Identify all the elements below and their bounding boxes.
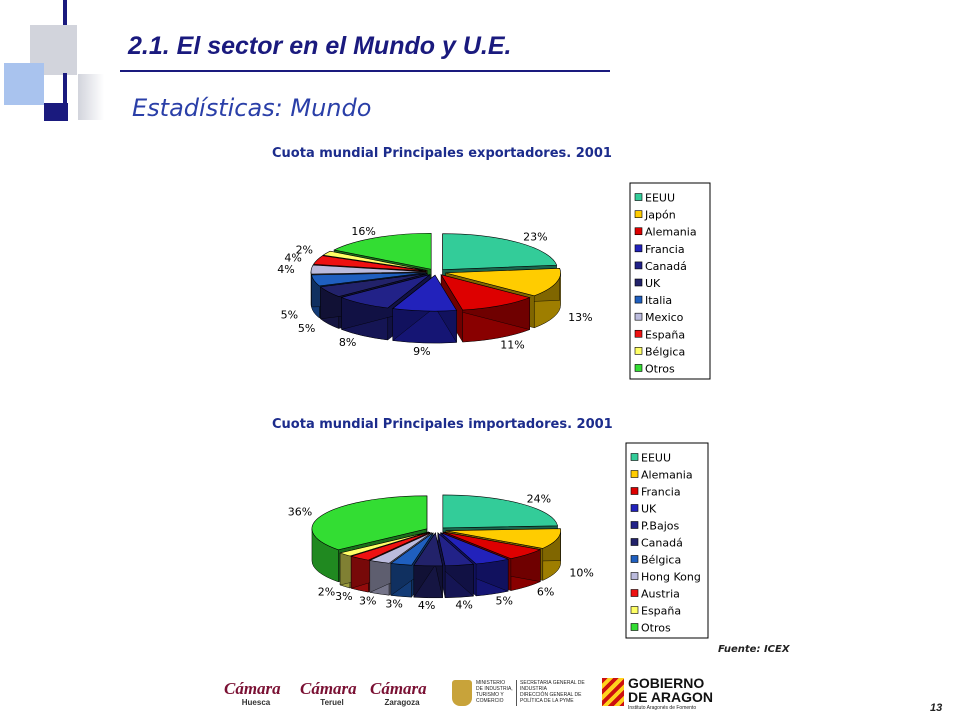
pie-label-austria: 3% (335, 590, 353, 604)
pie-label-españa: 4% (284, 251, 302, 265)
legend-entry-francia: Francia (641, 485, 681, 499)
legend-entry-bélgica: Bélgica (645, 345, 686, 359)
legend-entry-uk: UK (645, 277, 661, 290)
legend-entry-otros: Otros (645, 362, 675, 376)
legend-entry-canadá: Canadá (641, 536, 683, 550)
legend-entry-eeuu: EEUU (645, 191, 676, 205)
pie-label-uk: 5% (495, 594, 513, 608)
legend-swatch-francia (631, 488, 638, 495)
legend-entry-japón: Japón (645, 208, 676, 222)
pie-label-otros: 16% (351, 224, 376, 238)
legend-swatch-hong kong (631, 573, 638, 580)
ministry-logo: MINISTERIO DE INDUSTRIA, TURISMO Y COMERCIO SECRETARIA GENERAL DE INDUSTRIA DIRECCIÓN GENERAL DE POLÍTICA DE LA PYME (452, 678, 588, 710)
legend-entry-mexico: Mexico (645, 311, 684, 325)
legend-entry-hong kong: Hong Kong (641, 570, 701, 584)
pie-label-alemania: 10% (569, 566, 594, 580)
pie-label-alemania: 11% (500, 338, 525, 352)
pie-top-faces (312, 492, 561, 566)
pie-label-bélgica: 2% (295, 243, 314, 257)
legend-swatch-alemania (631, 471, 638, 478)
pie-label-eeuu: 24% (526, 492, 552, 506)
pie-label-italia: 5% (280, 308, 299, 322)
legend-entry-bélgica: Bélgica (641, 553, 682, 567)
camara-huesca-logo: Cámara Huesca (224, 679, 281, 707)
importers-chart-title: Cuota mundial Principales importadores. 2001 (272, 417, 613, 432)
gobierno-aragon-logo: GOBIERNO DE ARAGON Instituto Aragonés de Fomento (602, 676, 718, 712)
pie-label-canadá: 4% (417, 599, 436, 613)
legend-entry-alemania: Alemania (645, 225, 697, 239)
legend-entry-p.bajos: P.Bajos (641, 519, 680, 533)
pie-label-francia: 9% (413, 344, 431, 358)
pie-label-canadá: 8% (338, 336, 357, 350)
camara-teruel-logo: Cámara Teruel (300, 679, 357, 707)
legend-entry-españa: España (645, 328, 686, 342)
page-subtitle: Estadísticas: Mundo (132, 94, 372, 122)
legend-swatch-bélgica (631, 556, 638, 563)
pie-label-hong kong: 3% (359, 594, 377, 608)
pie-label-uk: 5% (297, 321, 316, 335)
legend-entry-alemania: Alemania (641, 468, 693, 482)
legend-entry-otros: Otros (641, 621, 671, 635)
legend-swatch-eeuu (631, 454, 638, 461)
camara-zaragoza-logo: Cámara Zaragoza (370, 679, 427, 707)
legend-entry-uk: UK (641, 502, 657, 516)
pie-label-bélgica: 3% (385, 597, 403, 611)
pie-label-españa: 2% (317, 585, 336, 599)
legend-swatch-canadá (631, 539, 638, 546)
coat-of-arms-icon (452, 680, 472, 706)
pie-label-otros: 36% (287, 505, 313, 519)
legend-entry-canadá: Canadá (645, 259, 687, 273)
legend-swatch-otros (631, 624, 638, 631)
legend-entry-austria: Austria (641, 587, 680, 601)
chart-legend (626, 443, 708, 638)
exporters-chart-title: Cuota mundial Principales exportadores. 2001 (272, 146, 612, 161)
pie-label-francia: 6% (536, 585, 555, 599)
legend-entry-italia: Italia (645, 294, 673, 308)
legend-entry-eeuu: EEUU (641, 451, 672, 465)
legend-entry-francia: Francia (645, 242, 685, 256)
legend-swatch-uk (631, 505, 638, 512)
legend-swatch-p.bajos (631, 522, 638, 529)
aragon-flag-icon (602, 678, 624, 706)
page-number: 13 (930, 702, 943, 714)
page-title: 2.1. El sector en el Mundo y U.E. (128, 32, 512, 60)
legend-swatch-austria (631, 590, 638, 597)
pie-label-japón: 13% (568, 311, 593, 325)
pie-label-p.bajos: 4% (455, 598, 473, 612)
pie-label-mexico: 4% (277, 263, 295, 277)
source-note: Fuente: ICEX (718, 644, 790, 655)
pie-label-eeuu: 23% (523, 230, 548, 244)
legend-entry-españa: España (641, 604, 682, 618)
legend-swatch-españa (631, 607, 638, 614)
